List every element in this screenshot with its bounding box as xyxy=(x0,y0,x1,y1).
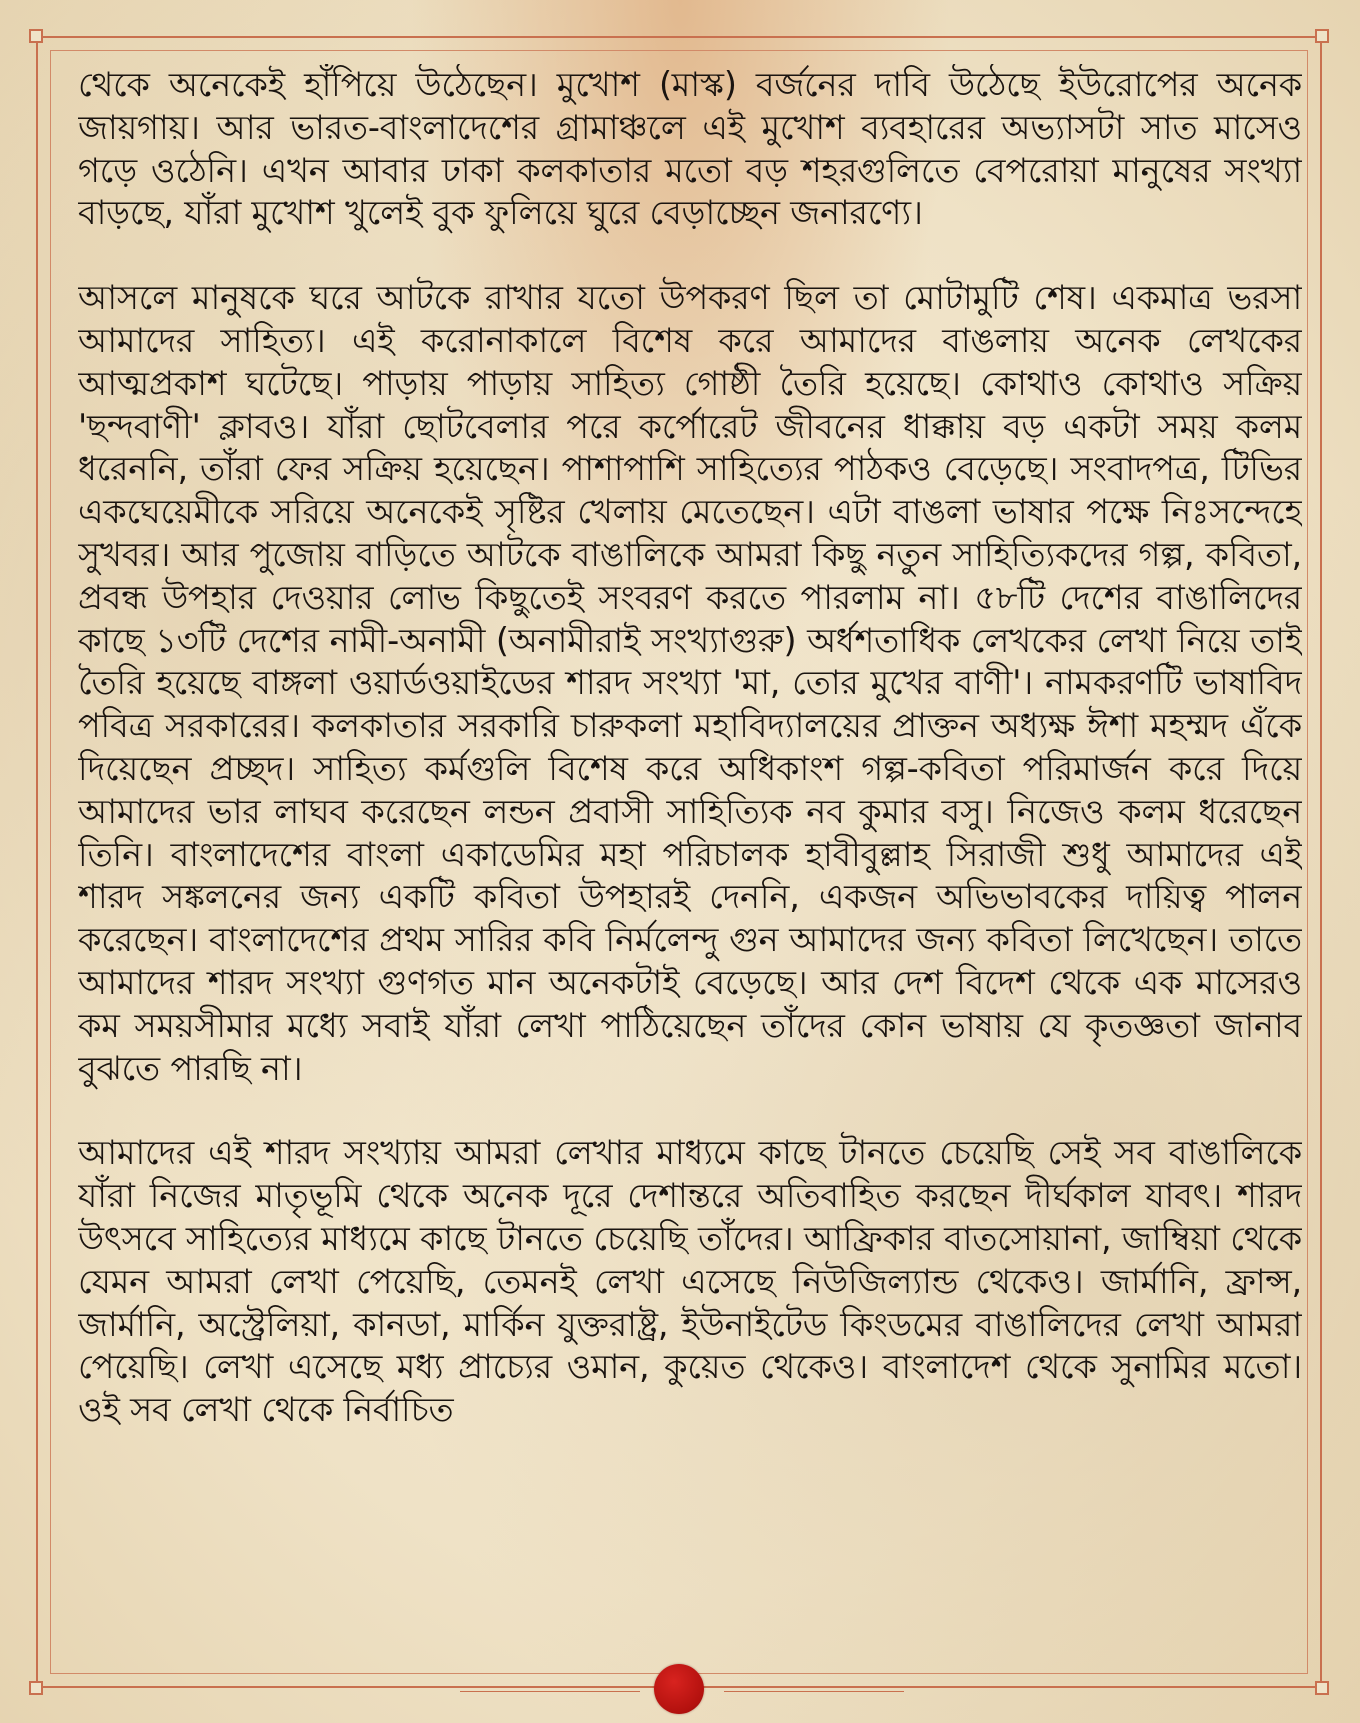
article-paragraph-2: আসলে মানুষকে ঘরে আটকে রাখার যতো উপকরণ ছিল তা মোটামুটি শেষ। একমাত্র ভরসা আমাদের সাহিত্য। এই করোনাকালে বিশেষ করে আমাদের বাঙলায় অনেক লেখকের আত্মপ্রকাশ ঘটেছে। পাড়ায় পাড়ায় সাহিত্য গোষ্ঠী তৈরি হয়েছে। কোথাও কোথাও সক্রিয় 'ছন্দবাণী' ক্লাবও। যাঁরা ছোটবেলার পরে কর্পোরেট জীবনের ধাক্কায় বড় একটা সময় কলম ধরেননি, তাঁরা ফের সক্রিয় হয়েছেন। পাশাপাশি সাহিত্যের পাঠকও বেড়েছে। সংবাদপত্র, টিভির একঘেয়েমীকে সরিয়ে অনেকেই সৃষ্টির খেলায় মেতেছেন। এটা বাঙলা ভাষার পক্ষে নিঃসন্দেহে সুখবর। আর পুজোয় বাড়িতে আটকে বাঙালিকে আমরা কিছু নতুন সাহিত্যিকদের গল্প, কবিতা, প্রবন্ধ উপহার দেওয়ার লোভ কিছুতেই সংবরণ করতে পারলাম না। ৫৮টি দেশের বাঙালিদের কাছে ১৩টি দেশের নামী-অনামী (অনামীরাই সংখ্যাগুরু) অর্ধশতাধিক লেখকের লেখা নিয়ে তাই তৈরি হয়েছে বাঙ্গলা ওয়ার্ডওয়াইডের শারদ সংখ্যা 'মা, তোর মুখের বাণী'। নামকরণটি ভাষাবিদ পবিত্র সরকারের। কলকাতার সরকারি চারুকলা মহাবিদ্যালয়ের প্রাক্তন অধ্যক্ষ ঈশা মহম্মদ এঁকে দিয়েছেন প্রচ্ছদ। সাহিত্য কর্মগুলি বিশেষ করে অধিকাংশ গল্প-কবিতা পরিমার্জন করে দিয়ে আমাদের ভার লাঘব করেছেন লন্ডন প্রবাসী সাহিত্যিক নব কুমার বসু। নিজেও কলম ধরেছেন তিনি। বাংলাদেশের বাংলা একাডেমির মহা পরিচালক হাবীবুল্লাহ সিরাজী শুধু আমাদের এই শারদ সঙ্কলনের জন্য একটি কবিতা উপহারই দেননি, একজন অভিভাবকের দায়িত্ব পালন করেছেন। বাংলাদেশের প্রথম সারির কবি নির্মলেন্দু গুন আমাদের জন্য কবিতা লিখেছেন। তাতে আমাদের শারদ সংখ্যা গুণগত মান অনেকটাই বেড়েছে। আর দেশ বিদেশ থেকে এক মাসেরও কম সময়সীমার মধ্যে সবাই যাঁরা লেখা পাঠিয়েছেন তাঁদের কোন ভাষায় যে কৃতজ্ঞতা জানাব বুঝতে পারছি না। xyxy=(78,278,1302,1088)
article-paragraph-3: আমাদের এই শারদ সংখ্যায় আমরা লেখার মাধ্যমে কাছে টানতে চেয়েছি সেই সব বাঙালিকে যাঁরা নিজের মাতৃভূমি থেকে অনেক দূরে দেশান্তরে অতিবাহিত করছেন দীর্ঘকাল যাবৎ। শারদ উৎসবে সাহিত্যের মাধ্যমে কাছে টানতে চেয়েছি তাঁদের। আফ্রিকার বাতসোয়ানা, জাম্বিয়া থেকে যেমন আমরা লেখা পেয়েছি, তেমনই লেখা এসেছে নিউজিল্যান্ড থেকেও। জার্মানি, ফ্রান্স, জার্মানি, অস্ট্রেলিয়া, কানডা, মার্কিন যুক্তরাষ্ট্র, ইউনাইটেড কিংডমের বাঙালিদের লেখা আমরা পেয়েছি। লেখা এসেছে মধ্য প্রাচ্যের ওমান, কুয়েত থেকেও। বাংলাদেশ থেকে সুনামির মতো। ওই সব লেখা থেকে নির্বাচিত xyxy=(78,1133,1302,1430)
frame-corner-top-left xyxy=(29,29,43,43)
article-body xyxy=(78,64,1302,1654)
ornament-rule-right xyxy=(724,1687,1264,1688)
ornament-rule-left xyxy=(100,1687,640,1688)
article-paragraph-1: থেকে অনেকেই হাঁপিয়ে উঠেছেন। মুখোশ (মাস্ক) বর্জনের দাবি উঠেছে ইউরোপের অনেক জায়গায়। আর ভারত-বাংলাদেশের গ্রামাঞ্চলে এই মুখোশ ব্যবহারের অভ্যাসটা সাত মাসেও গড়ে ওঠেনি। এখন আবার ঢাকা কলকাতার মতো বড় শহরগুলিতে বেপরোয়া মানুষের সংখ্যা বাড়ছে, যাঁরা মুখোশ খুলেই বুক ফুলিয়ে ঘুরে বেড়াচ্ছেন জনারণ্যে। xyxy=(78,65,1302,233)
red-dot-ornament xyxy=(654,1664,704,1714)
frame-corner-top-right xyxy=(1315,29,1329,43)
bottom-ornament xyxy=(0,1664,1360,1712)
